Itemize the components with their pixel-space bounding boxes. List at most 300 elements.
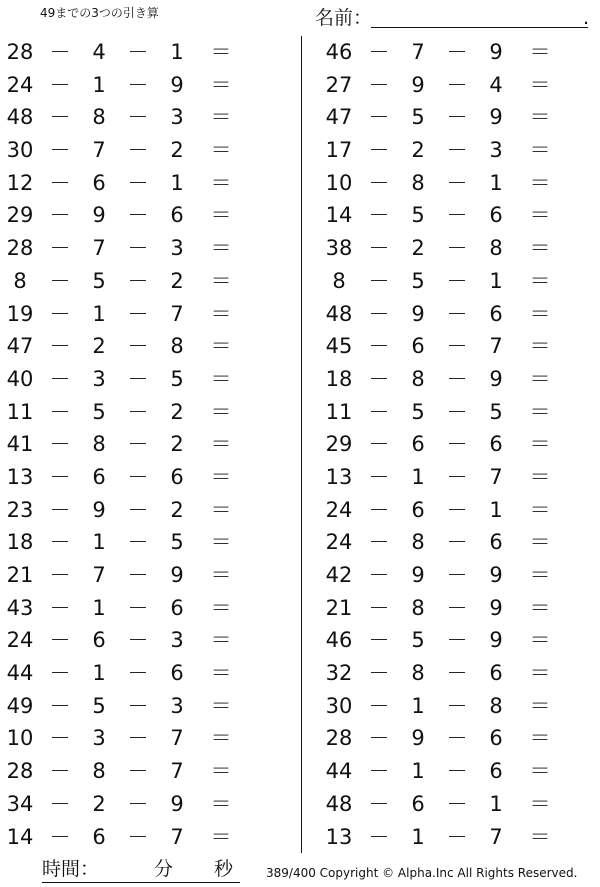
minus-sign: － [127,824,149,849]
equals-sign: ＝ [529,334,551,359]
subtrahend-1: 8 [92,432,106,457]
subtrahend-2: 7 [170,824,184,849]
subtrahend-2: 7 [170,301,184,326]
problem-row [319,821,600,854]
name-dot: . [583,7,590,29]
minuend: 46 [325,628,353,653]
minus-sign: － [49,693,71,718]
problem-row [319,461,600,494]
minus-sign: － [49,563,71,587]
left-problem-column [0,36,300,853]
minus-sign: － [127,726,149,751]
minus-sign: － [49,530,71,555]
minus-sign: － [49,170,71,195]
subtrahend-1: 8 [411,595,425,620]
minuend: 30 [6,138,34,163]
problem-row [0,624,300,657]
minuend: 11 [6,399,34,424]
minus-sign: － [127,72,149,97]
minus-sign: － [368,464,390,489]
minus-sign: － [49,236,71,261]
minus-sign: － [368,661,390,686]
equals-sign: ＝ [529,726,551,751]
subtrahend-2: 2 [170,138,184,163]
subtrahend-2: 1 [489,791,503,816]
right-problem-column [319,36,600,853]
problem-row [319,199,600,232]
minuend: 28 [6,236,34,261]
subtrahend-1: 6 [411,497,425,522]
minus-sign: － [446,334,468,359]
problem-row [319,167,600,200]
problem-row [319,101,600,134]
subtrahend-2: 2 [170,268,184,293]
minus-sign: － [446,824,468,849]
equals-sign: ＝ [210,530,232,555]
subtrahend-1: 5 [411,105,425,130]
minus-sign: － [368,497,390,522]
subtrahend-2: 1 [170,170,184,195]
subtrahend-2: 5 [170,366,184,391]
minus-sign: － [446,563,468,587]
subtrahend-2: 6 [170,203,184,228]
subtrahend-1: 7 [92,236,106,261]
minuend: 47 [325,105,353,130]
equals-sign: ＝ [529,628,551,653]
minuend: 43 [6,595,34,620]
minus-sign: － [446,203,468,228]
subtrahend-1: 9 [411,301,425,326]
subtrahend-2: 6 [170,464,184,489]
subtrahend-1: 6 [92,628,106,653]
minus-sign: － [368,268,390,293]
subtrahend-1: 1 [92,530,106,555]
subtrahend-1: 6 [411,334,425,359]
equals-sign: ＝ [210,628,232,653]
equals-sign: ＝ [210,759,232,784]
minus-sign: － [127,268,149,293]
equals-sign: ＝ [529,759,551,784]
equals-sign: ＝ [210,661,232,686]
problem-row [319,526,600,559]
minuend: 11 [325,399,353,424]
equals-sign: ＝ [529,563,551,587]
minus-sign: － [127,138,149,163]
problem-row [0,199,300,232]
minus-sign: － [49,824,71,849]
minuend: 29 [325,432,353,457]
subtrahend-2: 1 [489,497,503,522]
time-record [42,856,240,883]
subtrahend-1: 6 [92,170,106,195]
problem-row [319,722,600,755]
problem-row [0,657,300,690]
subtrahend-2: 1 [489,268,503,293]
problem-row [0,690,300,723]
subtrahend-2: 3 [170,105,184,130]
name-underline [371,27,588,28]
equals-sign: ＝ [529,824,551,849]
subtrahend-2: 6 [489,661,503,686]
equals-sign: ＝ [210,170,232,195]
subtrahend-2: 9 [489,628,503,653]
equals-sign: ＝ [529,301,551,326]
equals-sign: ＝ [210,791,232,816]
subtrahend-2: 6 [489,203,503,228]
equals-sign: ＝ [529,105,551,130]
minus-sign: － [127,464,149,489]
minus-sign: － [368,40,390,64]
problem-row [0,559,300,592]
subtrahend-2: 8 [489,236,503,261]
copyright-text: 389/400 Copyright © Alpha.Inc All Rights Reserved. [266,866,578,880]
subtrahend-1: 2 [92,791,106,816]
subtrahend-1: 3 [92,726,106,751]
subtrahend-2: 6 [489,759,503,784]
problem-row [319,232,600,265]
minuend: 47 [6,334,34,359]
minus-sign: － [127,301,149,326]
minus-sign: － [446,138,468,163]
minus-sign: － [446,693,468,718]
minuend: 34 [6,791,34,816]
minuend: 28 [325,726,353,751]
problem-row [319,428,600,461]
equals-sign: ＝ [529,791,551,816]
subtrahend-2: 6 [489,301,503,326]
minuend: 8 [332,268,346,293]
minus-sign: － [368,105,390,130]
subtrahend-2: 1 [489,170,503,195]
minus-sign: － [446,628,468,653]
problem-row [319,298,600,331]
minuend: 41 [6,432,34,457]
minus-sign: － [446,236,468,261]
minus-sign: － [368,595,390,620]
problem-row [0,396,300,429]
subtrahend-1: 7 [411,40,425,64]
subtrahend-1: 9 [411,72,425,97]
subtrahend-1: 7 [92,138,106,163]
subtrahend-2: 3 [489,138,503,163]
subtrahend-2: 4 [489,72,503,97]
problem-row [0,69,300,102]
subtrahend-1: 6 [411,432,425,457]
equals-sign: ＝ [210,366,232,391]
equals-sign: ＝ [529,138,551,163]
minus-sign: － [446,595,468,620]
minus-sign: － [127,40,149,64]
minuend: 44 [6,661,34,686]
problem-row [319,624,600,657]
equals-sign: ＝ [529,693,551,718]
equals-sign: ＝ [529,432,551,457]
minus-sign: － [446,170,468,195]
worksheet-title: 49までの3つの引き算 [40,6,159,20]
minus-sign: － [127,595,149,620]
subtrahend-1: 5 [92,693,106,718]
subtrahend-2: 1 [170,40,184,64]
subtrahend-2: 5 [170,530,184,555]
problem-row [319,788,600,821]
equals-sign: ＝ [529,268,551,293]
minus-sign: － [127,399,149,424]
equals-sign: ＝ [529,497,551,522]
minus-sign: － [368,726,390,751]
subtrahend-1: 3 [92,366,106,391]
minuend: 27 [325,72,353,97]
minus-sign: － [368,432,390,457]
minus-sign: － [127,170,149,195]
minuend: 30 [325,693,353,718]
equals-sign: ＝ [529,399,551,424]
equals-sign: ＝ [529,236,551,261]
time-label: 時間： [42,858,100,880]
subtrahend-1: 8 [92,759,106,784]
minus-sign: － [368,236,390,261]
minus-sign: － [368,399,390,424]
subtrahend-1: 9 [92,203,106,228]
minuend: 29 [6,203,34,228]
minus-sign: － [446,432,468,457]
problem-row [0,298,300,331]
equals-sign: ＝ [210,138,232,163]
minus-sign: － [49,595,71,620]
minus-sign: － [127,693,149,718]
minuend: 28 [6,40,34,64]
minus-sign: － [49,497,71,522]
minus-sign: － [49,759,71,784]
minuend: 49 [6,693,34,718]
equals-sign: ＝ [529,464,551,489]
minus-sign: － [368,563,390,587]
column-divider [301,36,302,853]
problem-row [0,755,300,788]
subtrahend-1: 4 [92,40,106,64]
name-label: 名前： [315,7,373,29]
problem-row [319,690,600,723]
equals-sign: ＝ [210,268,232,293]
equals-sign: ＝ [210,432,232,457]
equals-sign: ＝ [529,661,551,686]
minus-sign: － [49,628,71,653]
subtrahend-1: 1 [411,824,425,849]
subtrahend-2: 6 [170,595,184,620]
equals-sign: ＝ [210,563,232,587]
minus-sign: － [49,334,71,359]
problem-row [319,755,600,788]
minus-sign: － [127,791,149,816]
subtrahend-2: 9 [489,105,503,130]
minus-sign: － [446,40,468,64]
equals-sign: ＝ [210,497,232,522]
subtrahend-2: 7 [489,464,503,489]
equals-sign: ＝ [210,105,232,130]
equals-sign: ＝ [210,40,232,64]
minus-sign: － [368,170,390,195]
minus-sign: － [127,432,149,457]
subtrahend-2: 6 [489,726,503,751]
equals-sign: ＝ [210,72,232,97]
minus-sign: － [127,628,149,653]
minuend: 38 [325,236,353,261]
problem-row [319,592,600,625]
subtrahend-1: 5 [411,628,425,653]
subtrahend-2: 7 [489,824,503,849]
subtrahend-2: 3 [170,236,184,261]
minus-sign: － [368,203,390,228]
subtrahend-2: 2 [170,432,184,457]
subtrahend-2: 9 [489,40,503,64]
minus-sign: － [127,661,149,686]
minutes-label: 分 [154,858,174,880]
minus-sign: － [446,791,468,816]
minuend: 32 [325,661,353,686]
equals-sign: ＝ [529,203,551,228]
minuend: 12 [6,170,34,195]
equals-sign: ＝ [210,464,232,489]
minus-sign: － [49,366,71,391]
minuend: 48 [325,791,353,816]
problem-row [319,363,600,396]
problem-row [0,592,300,625]
minus-sign: － [49,661,71,686]
subtrahend-2: 3 [170,628,184,653]
minus-sign: － [446,268,468,293]
minus-sign: － [368,759,390,784]
minuend: 13 [325,464,353,489]
subtrahend-1: 8 [92,105,106,130]
subtrahend-1: 9 [92,497,106,522]
problem-row [319,494,600,527]
subtrahend-2: 5 [489,399,503,424]
equals-sign: ＝ [529,170,551,195]
problem-row [0,526,300,559]
seconds-label: 秒 [214,858,234,880]
minuend: 40 [6,366,34,391]
equals-sign: ＝ [210,301,232,326]
subtrahend-2: 9 [489,366,503,391]
minus-sign: － [49,203,71,228]
equals-sign: ＝ [210,203,232,228]
problem-row [319,36,600,69]
minus-sign: － [49,105,71,130]
minus-sign: － [127,236,149,261]
minuend: 24 [325,530,353,555]
equals-sign: ＝ [529,72,551,97]
subtrahend-1: 5 [411,203,425,228]
subtrahend-1: 6 [92,464,106,489]
subtrahend-1: 1 [92,301,106,326]
subtrahend-2: 9 [170,72,184,97]
equals-sign: ＝ [210,334,232,359]
problem-row [0,363,300,396]
subtrahend-1: 2 [411,236,425,261]
minus-sign: － [446,301,468,326]
equals-sign: ＝ [529,40,551,64]
problem-row [0,461,300,494]
subtrahend-2: 9 [170,791,184,816]
subtrahend-2: 7 [489,334,503,359]
problem-row [0,36,300,69]
equals-sign: ＝ [529,595,551,620]
minuend: 24 [325,497,353,522]
subtrahend-1: 1 [411,759,425,784]
subtrahend-1: 5 [92,399,106,424]
subtrahend-2: 9 [489,563,503,587]
problem-row [0,167,300,200]
minuend: 21 [325,595,353,620]
minus-sign: － [49,726,71,751]
problem-row [0,101,300,134]
problem-row [319,657,600,690]
subtrahend-1: 9 [411,726,425,751]
subtrahend-1: 1 [411,464,425,489]
minus-sign: － [127,334,149,359]
subtrahend-1: 8 [411,170,425,195]
minuend: 8 [13,268,27,293]
minus-sign: － [446,72,468,97]
minus-sign: － [127,366,149,391]
minuend: 13 [6,464,34,489]
equals-sign: ＝ [210,595,232,620]
subtrahend-1: 1 [411,693,425,718]
minus-sign: － [368,301,390,326]
minuend: 18 [6,530,34,555]
minus-sign: － [446,497,468,522]
minus-sign: － [127,759,149,784]
minus-sign: － [446,661,468,686]
subtrahend-2: 7 [170,726,184,751]
minus-sign: － [49,40,71,64]
minuend: 42 [325,563,353,587]
minus-sign: － [446,105,468,130]
subtrahend-2: 8 [489,693,503,718]
minus-sign: － [368,72,390,97]
problem-row [319,69,600,102]
problem-row [0,788,300,821]
subtrahend-1: 1 [92,661,106,686]
minuend: 45 [325,334,353,359]
subtrahend-1: 5 [92,268,106,293]
subtrahend-1: 5 [411,399,425,424]
subtrahend-1: 2 [92,334,106,359]
equals-sign: ＝ [210,236,232,261]
subtrahend-1: 1 [92,595,106,620]
minus-sign: － [49,399,71,424]
subtrahend-1: 6 [92,824,106,849]
problem-row [0,232,300,265]
problem-row [0,722,300,755]
minus-sign: － [446,464,468,489]
minus-sign: － [49,464,71,489]
problem-row [319,330,600,363]
problem-row [0,821,300,854]
subtrahend-1: 8 [411,366,425,391]
equals-sign: ＝ [210,824,232,849]
problem-row [0,134,300,167]
minuend: 46 [325,40,353,64]
minuend: 48 [325,301,353,326]
minuend: 17 [325,138,353,163]
minus-sign: － [49,301,71,326]
minuend: 24 [6,628,34,653]
subtrahend-1: 2 [411,138,425,163]
problem-row [0,494,300,527]
subtrahend-1: 1 [92,72,106,97]
name-field [315,6,590,30]
minuend: 13 [325,824,353,849]
